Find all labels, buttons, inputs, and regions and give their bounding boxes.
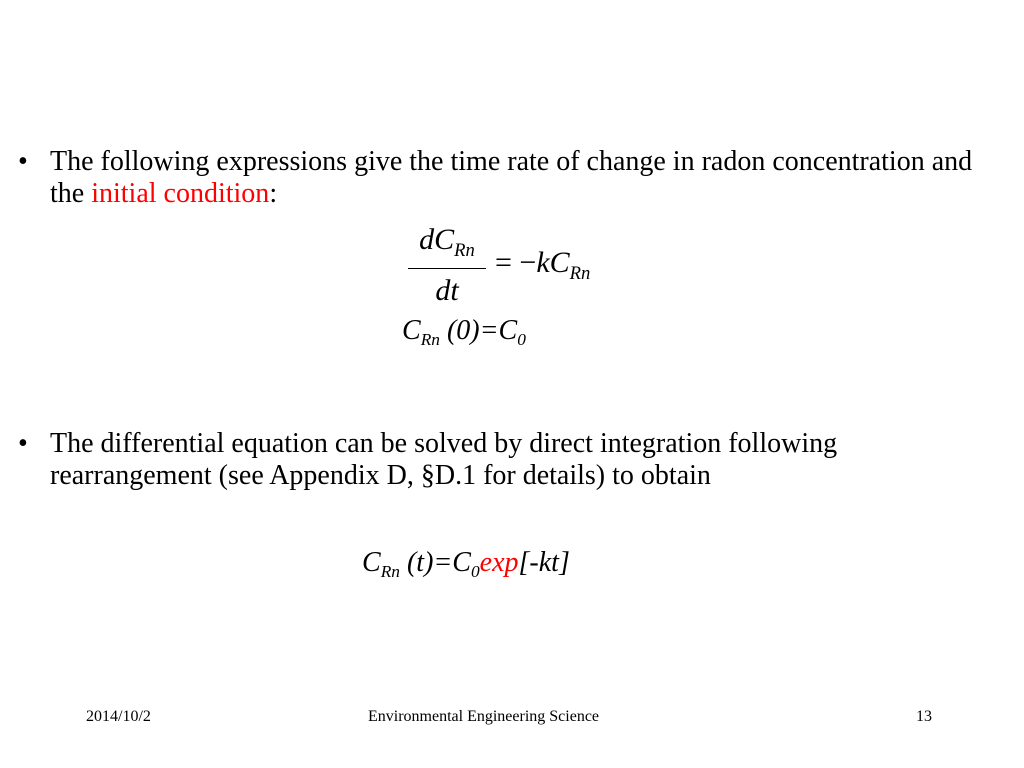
bullet-text: The differential equation can be solved by direct integration following rearrangement (see Appendix D, §D.1 for details) to obtain: [50, 428, 838, 491]
bullet-text-start: The following expressions give the time rate of change in radon concentration and the: [50, 146, 973, 209]
initial-condition-equation: $C_{Rn}$ $(0)=C_0$: [402, 315, 526, 350]
bullet-item: [18, 146, 978, 210]
fraction-numerator: $dC_{Rn}$: [419, 223, 475, 261]
bullet-marker: •: [18, 146, 28, 177]
footer-date: 2014/10/2: [86, 708, 151, 725]
equals-minus: = −: [495, 246, 537, 279]
rate-fraction: [408, 222, 486, 309]
fraction-bar: [408, 268, 486, 269]
bullet-text: [50, 146, 978, 210]
footer-title: Environmental Engineering Science: [368, 708, 600, 725]
exp-highlight: exp: [479, 547, 519, 578]
initial-condition-highlight: initial condition: [91, 178, 270, 209]
solution-equation: $C_{Rn}$ $(t)=C_0\exp[-kt]$: [362, 547, 570, 582]
fraction-denominator: dt: [435, 274, 459, 307]
rate-equation-rhs: [495, 246, 591, 284]
bullet-text-end: :: [269, 178, 278, 209]
page-number: 13: [916, 708, 932, 725]
bullet-marker: •: [18, 428, 28, 459]
rate-term-subscript: Rn: [569, 262, 591, 284]
bullet-item: [18, 428, 978, 492]
rate-constant-term: kC: [536, 246, 570, 279]
